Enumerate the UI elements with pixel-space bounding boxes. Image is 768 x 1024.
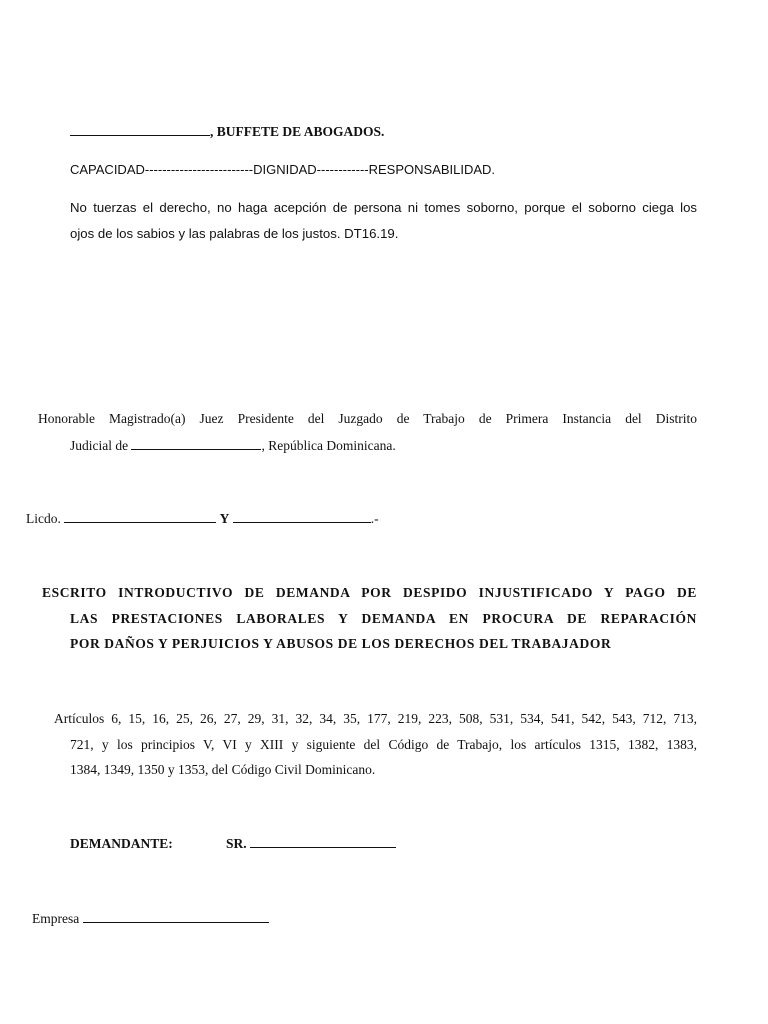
articles-line-1: Artículos 6, 15, 16, 25, 26, 27, 29, 31, 32, 34, 35, 177, 219, 223, 508, 531, 534, 541, 542, 543, 712, 713, [54, 711, 697, 726]
addressee-suffix: , República Dominicana. [261, 438, 396, 453]
lawyers-connector: Y [219, 511, 230, 526]
title-line-3: POR DAÑOS Y PERJUICIOS Y ABUSOS DE LOS DERECHOS DEL TRABAJADOR [70, 636, 612, 651]
quote-line-1: No tuerzas el derecho, no haga acepción de persona ni tomes soborno, porque el soborno ciega los [70, 200, 697, 215]
articles-line-3: 1384, 1349, 1350 y 1353, del Código Civil Dominicano. [70, 762, 376, 777]
lawyer-1-blank [64, 511, 216, 523]
title-line-2: LAS PRESTACIONES LABORALES Y DEMANDA EN PROCURA DE REPARACIÓN [70, 611, 697, 626]
company-name-blank [83, 911, 269, 923]
lawyers-prefix: Licdo. [26, 511, 61, 526]
addressee-line-1: Honorable Magistrado(a) Juez Presidente del Juzgado de Trabajo de Primera Instancia del Distrito [38, 411, 697, 426]
addressee-prefix: Judicial de [70, 438, 129, 453]
lawyer-2-blank [233, 511, 371, 523]
firm-suffix: , BUFFETE DE ABOGADOS. [210, 124, 385, 139]
plaintiff-name-blank [250, 836, 396, 848]
plaintiff-label: DEMANDANTE: [70, 836, 173, 851]
company-line [32, 911, 269, 927]
firm-header [70, 124, 384, 140]
company-label: Empresa [32, 911, 80, 926]
district-blank [131, 438, 261, 450]
quote-line-2: ojos de los sabios y las palabras de los justos. DT16.19. [70, 226, 399, 241]
articles-line-2: 721, y los principios V, VI y XIII y siguiente del Código de Trabajo, los artículos 1315, 1382, 1383, [70, 737, 697, 752]
lawyers-suffix: .- [370, 511, 379, 526]
motto: CAPACIDAD-------------------------DIGNIDAD------------RESPONSABILIDAD. [70, 162, 496, 177]
title-line-1: ESCRITO INTRODUCTIVO DE DEMANDA POR DESPIDO INJUSTIFICADO Y PAGO DE [42, 585, 697, 600]
plaintiff-name-line [226, 836, 396, 852]
firm-name-blank [70, 124, 210, 136]
plaintiff-title: SR. [226, 836, 247, 851]
lawyers-line [26, 511, 379, 527]
addressee-line-2 [70, 438, 396, 454]
